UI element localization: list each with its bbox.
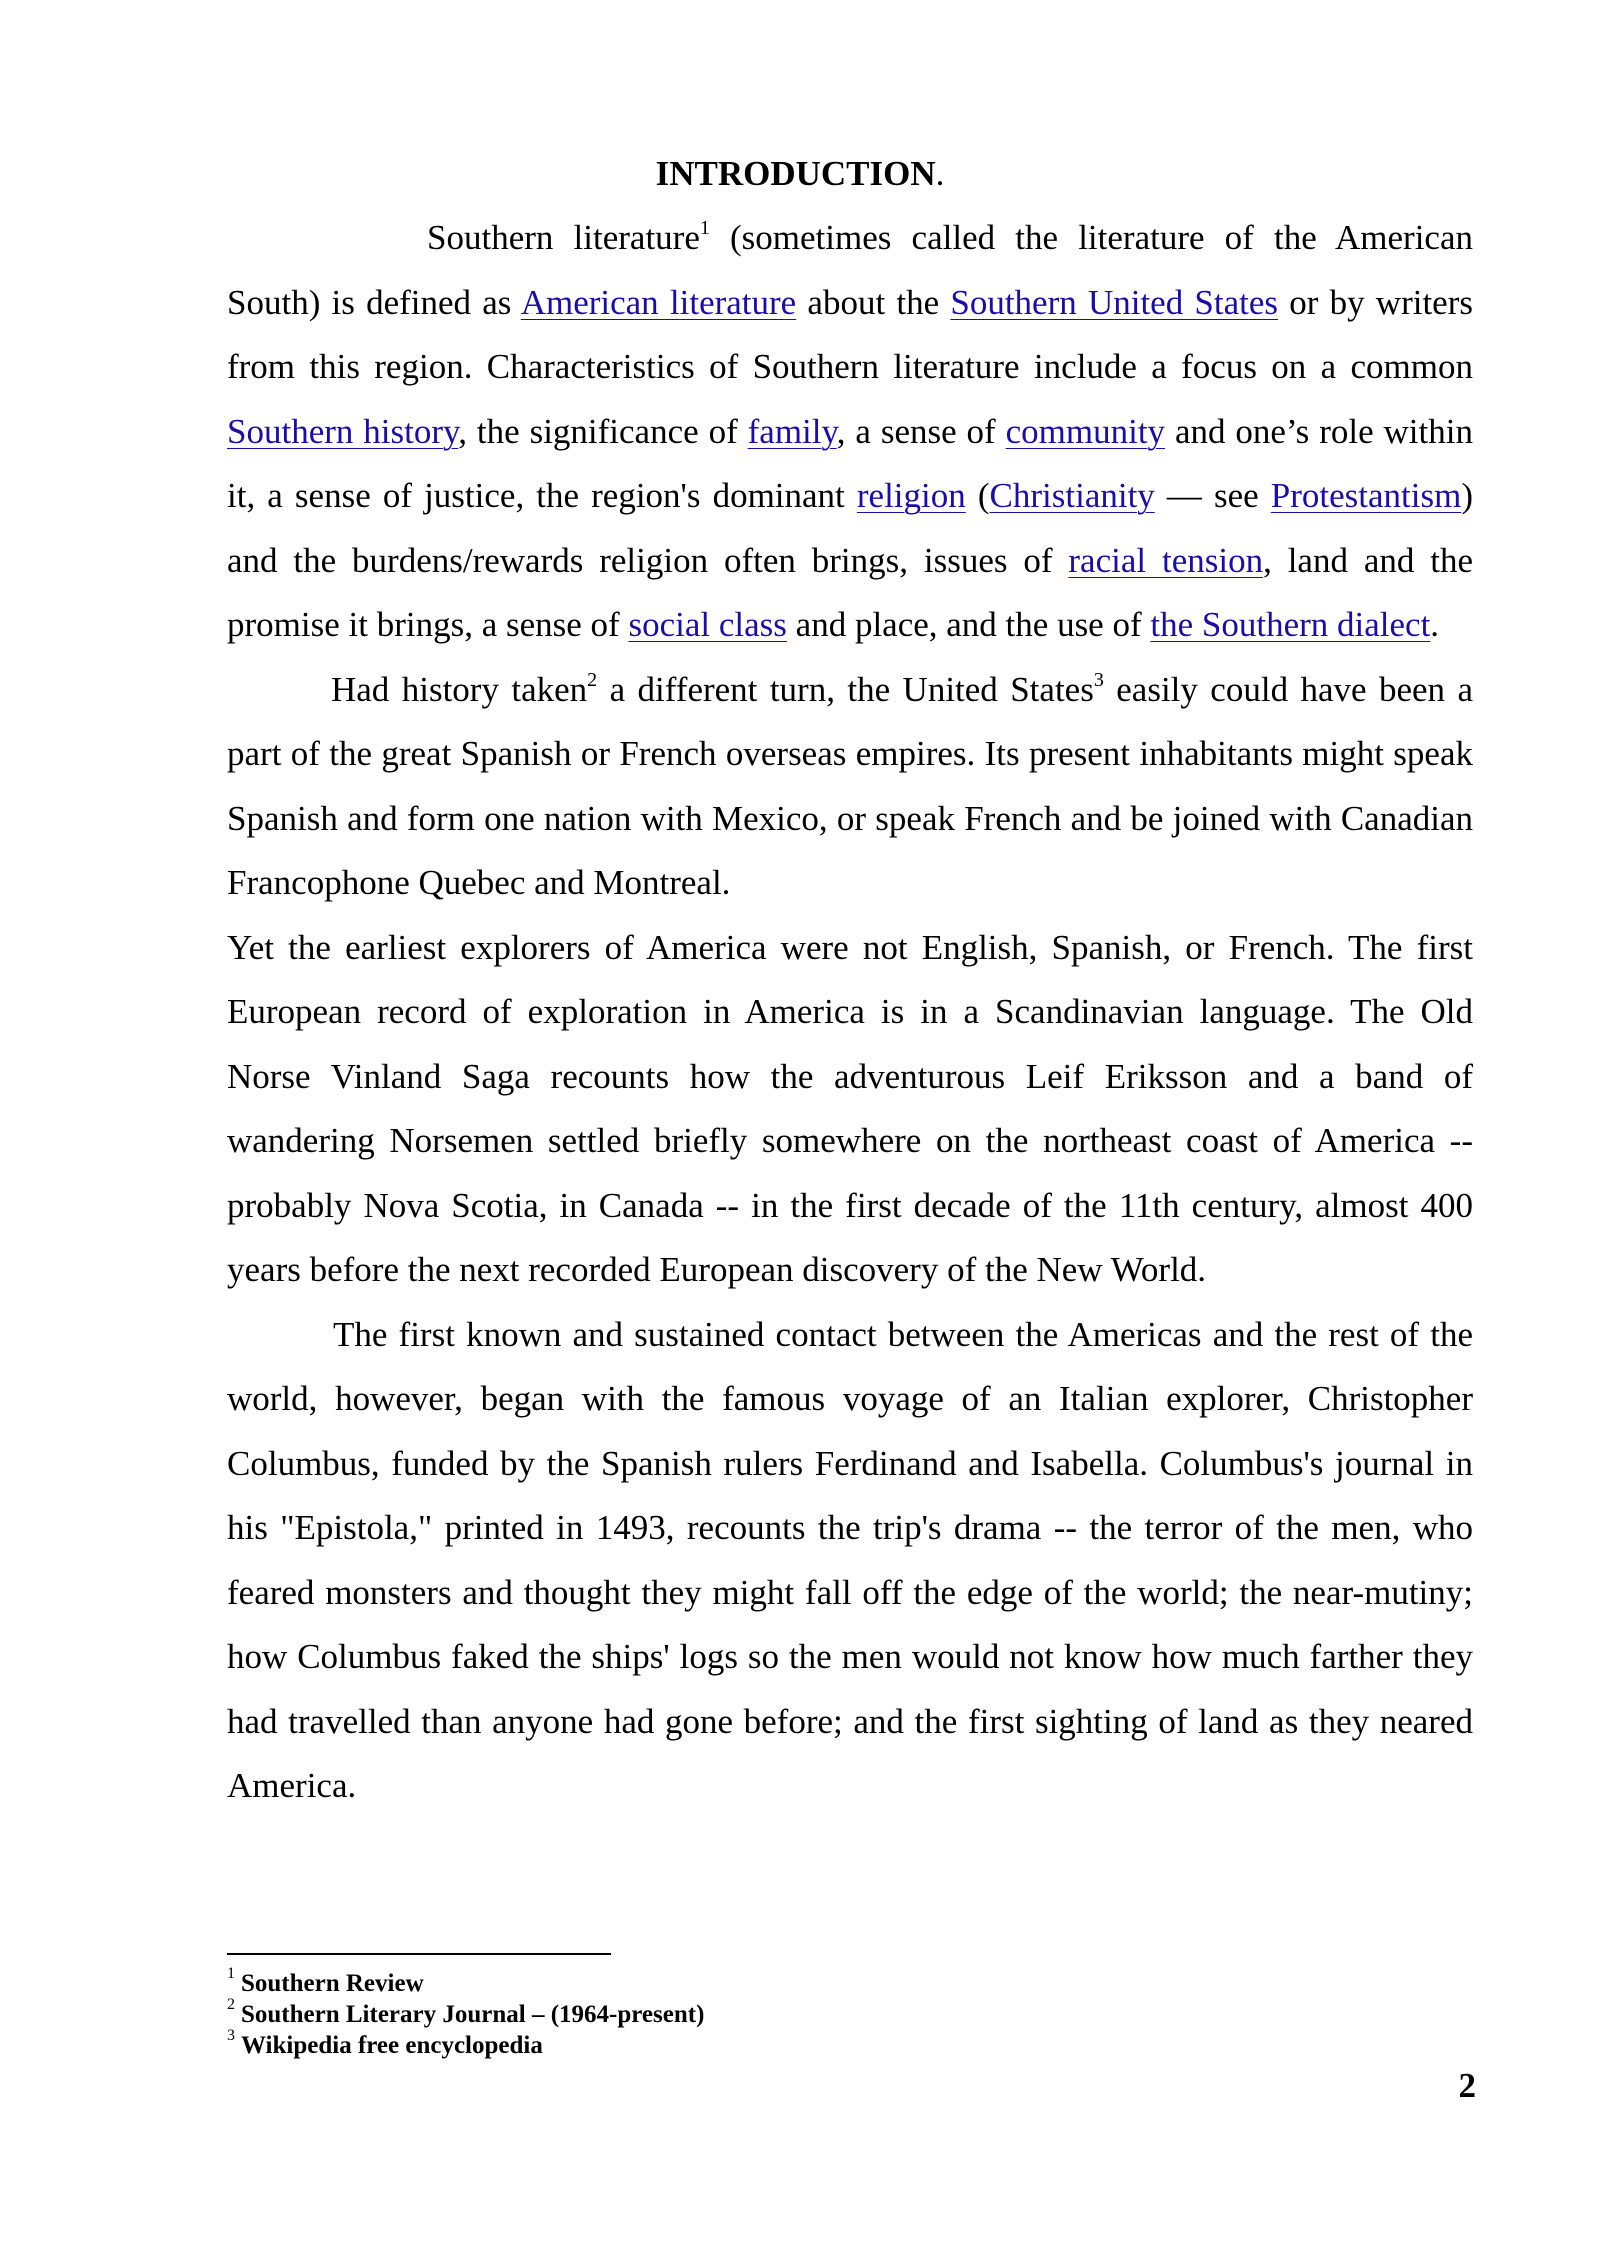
p1-text: (sometimes called the literature of the American South) is defined as <box>227 218 1473 322</box>
p1-text: ) and the burdens/rewards religion often brings, issues of <box>227 476 1474 580</box>
footnote-ref-1[interactable]: 1 <box>699 217 710 240</box>
link-religion[interactable]: religion <box>856 476 966 515</box>
footnote-3 <box>227 2026 1227 2061</box>
footnote-1 <box>227 1964 1227 1999</box>
footnote-text: Wikipedia free encyclopedia <box>241 2032 543 2059</box>
p1-text: or by writers from this region. Characteristics of Southern literature include a focus on a common <box>227 282 1473 386</box>
paragraph-1 <box>227 206 1473 658</box>
p1-text: , land and the promise it brings, a sense of <box>227 540 1473 644</box>
page-number: 2 <box>1458 2066 1476 2105</box>
footnote-2 <box>227 1995 1227 2030</box>
link-family[interactable]: family <box>747 411 837 451</box>
link-southern-united-states[interactable]: Southern United States <box>950 282 1279 322</box>
heading-text: INTRODUCTION <box>655 154 936 193</box>
footnote-separator <box>227 1953 611 1955</box>
p2-text: easily could have been a part of the great Spanish or French overseas empires. Its present inhabitants might speak Spanish and form one nation with Mexico, or speak French and be joined with Canadian Francophone Quebec and Montreal. <box>227 669 1473 902</box>
p1-text: , a sense of <box>836 411 1006 451</box>
footnote-text: Southern Literary Journal – (1964-present) <box>241 2001 705 2028</box>
footnotes <box>227 1964 1227 2061</box>
link-community[interactable]: community <box>1005 411 1166 451</box>
p1-text: ( <box>965 476 990 515</box>
p1-text: and place, and the use of <box>786 605 1151 644</box>
footnote-text: Southern Review <box>241 1970 424 1997</box>
link-southern-history[interactable]: Southern history <box>227 411 459 451</box>
body-text <box>227 206 1473 1819</box>
footnote-number: 1 <box>227 1964 235 1982</box>
link-american-literature[interactable]: American literature <box>520 282 797 322</box>
paragraph-3: Yet the earliest explorers of America were not English, Spanish, or French. The first European record of exploration in America is in a Scandinavian language. The Old Norse Vinland Saga recounts how the adventurous Leif Eriksson and a band of wandering Norsemen settled briefly somewhere on the northeast coast of America -- probably Nova Scotia, in Canada -- in the first decade of the 11th century, almost 400 years before the next recorded European discovery of the New World. <box>227 927 1473 1289</box>
link-protestantism[interactable]: Protestantism <box>1270 476 1462 515</box>
p1-text: . <box>1430 605 1440 644</box>
link-christianity[interactable]: Christianity <box>989 476 1155 515</box>
page-title <box>0 150 1600 198</box>
link-racial-tension[interactable]: racial tension <box>1068 540 1264 580</box>
p2-text: a different turn, the United States <box>597 669 1094 709</box>
footnote-ref-3[interactable]: 3 <box>1093 668 1104 691</box>
footnote-number: 3 <box>227 2026 235 2044</box>
link-southern-dialect[interactable]: the Southern dialect <box>1150 605 1431 644</box>
link-social-class[interactable]: social class <box>628 605 787 644</box>
footnote-ref-2[interactable]: 2 <box>587 668 598 691</box>
paragraph-4: The first known and sustained contact between the Americas and the rest of the world, however, began with the famous voyage of an Italian explorer, Christopher Columbus, funded by the Spanish rulers Ferdinand and Isabella. Columbus's journal in his "Epistola," printed in 1493, recounts the trip's drama -- the terror of the men, who feared monsters and thought they might fall off the edge of the world; the near-mutiny; how Columbus faked the ships' logs so the men would not know how much farther they had travelled than anyone had gone before; and the first sighting of land as they neared America. <box>227 1314 1473 1805</box>
heading-period: . <box>935 154 945 193</box>
p1-text: — see <box>1154 476 1271 515</box>
footnote-number: 2 <box>227 1995 235 2013</box>
p1-text: and one’s role within it, a sense of justice, the region's dominant <box>227 411 1473 515</box>
p2-text: Had history taken <box>331 669 588 709</box>
p1-text: , the significance of <box>458 411 748 451</box>
p1-text: Southern literature <box>427 218 700 257</box>
paragraph-2 <box>227 658 1473 916</box>
p1-text: about the <box>796 282 951 322</box>
